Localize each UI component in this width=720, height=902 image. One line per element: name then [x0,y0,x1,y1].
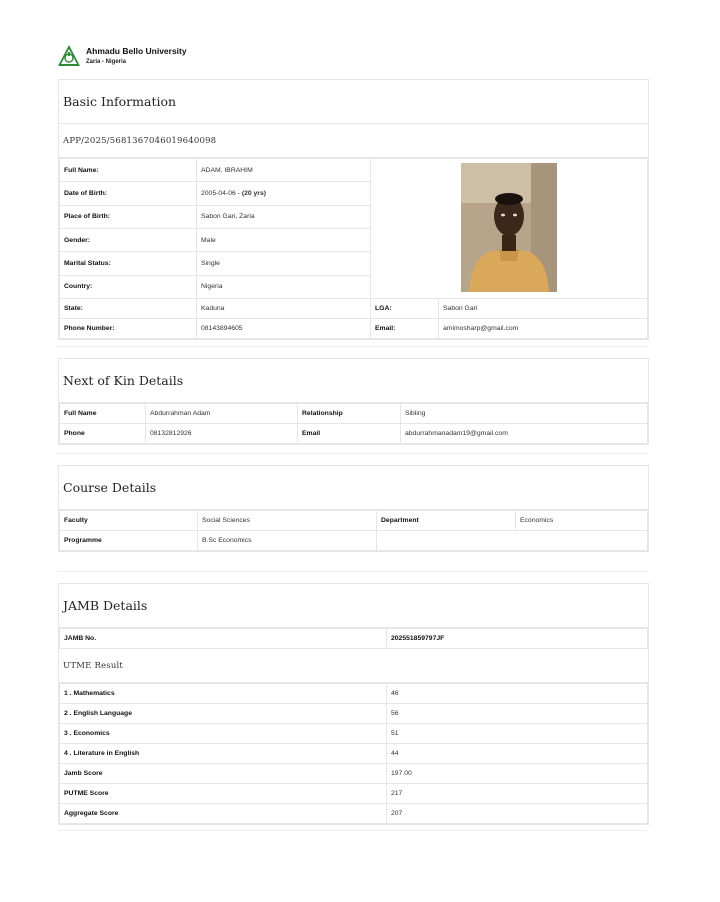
table-row [60,764,648,784]
state-label: State: [60,299,197,319]
aggregate-score-value: 207 [387,804,648,824]
age-value: (20 yrs) [241,189,266,197]
dob-label: Date of Birth: [60,182,197,205]
jamb-number-value: 202551859797JF [387,629,648,649]
empty-cell [377,531,648,551]
subject-label: 4 . Literature in English [60,744,387,764]
marital-label: Marital Status: [60,252,197,275]
country-label: Country: [60,275,197,298]
full-name-value: ADAM, IBRAHIM [197,159,371,182]
kin-email-label: Email [298,424,401,444]
lga-label: LGA: [371,299,439,319]
basic-information-table [59,158,648,339]
university-header [57,44,187,68]
state-value: Kaduna [197,299,371,319]
kin-name-value: Abdurrahman Adam [146,404,298,424]
table-row [60,744,648,764]
subject-score: 56 [387,704,648,724]
utme-result-title: UTME Result [59,649,648,683]
next-of-kin-table [59,403,648,444]
kin-email-value: abdurrahmanadam19@gmail.com [401,424,648,444]
university-name: Ahmadu Bello University [86,45,187,56]
putme-score-label: PUTME Score [60,784,387,804]
dob-date: 2005-04-06 - [201,189,242,197]
jamb-score-value: 197.00 [387,764,648,784]
phone-label: Phone Number: [60,319,197,339]
basic-information-title: Basic Information [63,94,177,109]
next-of-kin-card [58,358,649,445]
course-details-title: Course Details [63,480,157,495]
jamb-details-card [58,583,649,825]
application-number: APP/2025/5681367046019640098 [59,124,648,158]
faculty-label: Faculty [60,511,198,531]
phone-value: 08143894605 [197,319,371,339]
passport-photo-cell [371,159,648,299]
gender-label: Gender: [60,228,197,251]
table-row [60,704,648,724]
marital-value: Single [197,252,371,275]
table-row [60,804,648,824]
table-row [60,724,648,744]
department-value: Economics [516,511,648,531]
kin-phone-value: 08132812926 [146,424,298,444]
gender-value: Male [197,228,371,251]
programme-label: Programme [60,531,198,551]
email-label: Email: [371,319,439,339]
jamb-number-table [59,628,648,649]
basic-information-card [58,79,649,340]
pob-value: Sabon Gari, Zaria [197,205,371,228]
table-row [60,784,648,804]
section-divider [58,571,647,582]
subject-score: 44 [387,744,648,764]
university-crest-icon [57,44,81,68]
full-name-label: Full Name: [60,159,197,182]
jamb-details-title: JAMB Details [63,598,148,613]
programme-value: B.Sc Economics [198,531,377,551]
kin-relationship-value: Sibling [401,404,648,424]
lga-value: Sabon Gari [439,299,648,319]
passport-photo [461,163,557,292]
subject-label: 1 . Mathematics [60,684,387,704]
subject-label: 2 . English Language [60,704,387,724]
faculty-value: Social Sciences [198,511,377,531]
section-divider [58,830,647,841]
email-value: amimosharp@gmail.com [439,319,648,339]
pob-label: Place of Birth: [60,205,197,228]
course-details-table [59,510,648,551]
aggregate-score-label: Aggregate Score [60,804,387,824]
jamb-score-label: Jamb Score [60,764,387,784]
section-divider [58,453,647,464]
kin-phone-label: Phone [60,424,146,444]
kin-relationship-label: Relationship [298,404,401,424]
subject-score: 46 [387,684,648,704]
kin-name-label: Full Name [60,404,146,424]
subject-score: 51 [387,724,648,744]
university-location: Zaria - Nigeria [86,58,127,65]
subject-label: 3 . Economics [60,724,387,744]
table-row [60,684,648,704]
course-details-card [58,465,649,552]
dob-value [197,182,371,205]
section-divider [58,346,647,357]
country-value: Nigeria [197,275,371,298]
utme-result-table [59,683,648,824]
next-of-kin-title: Next of Kin Details [63,373,184,388]
putme-score-value: 217 [387,784,648,804]
department-label: Department [377,511,516,531]
jamb-number-label: JAMB No. [60,629,387,649]
